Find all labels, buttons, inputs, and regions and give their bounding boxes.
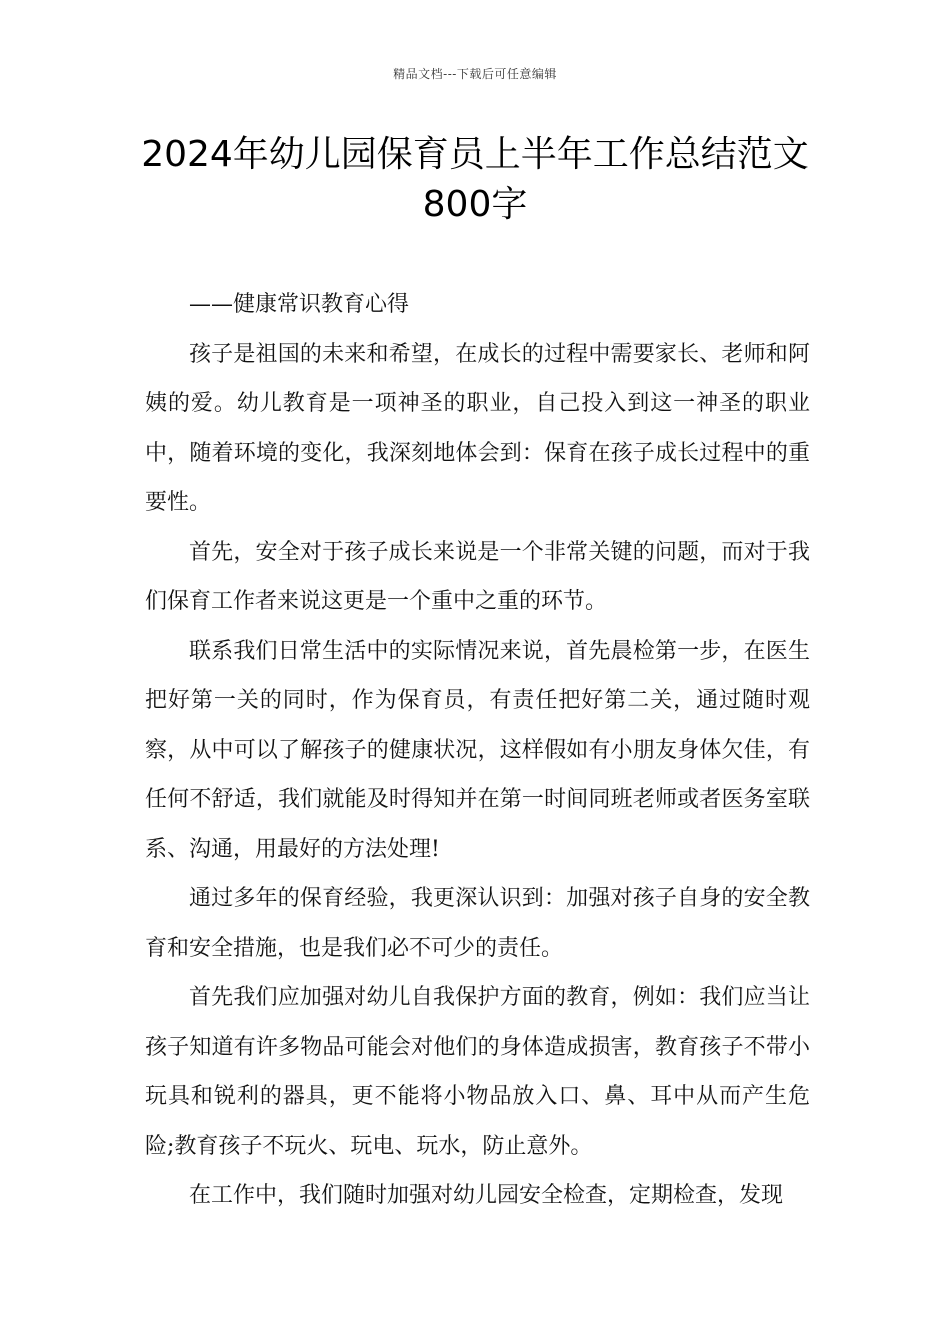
subtitle-paragraph: ——健康常识教育心得 [189,292,410,317]
body-paragraph: 在工作中，我们随时加强对幼儿园安全检查，定期检查，发现 [189,1183,784,1208]
body-paragraph: 孩子是祖国的未来和希望，在成长的过程中需要家长、老师和阿姨的爱。幼儿教育是一项神圣的职业，自己投入到这一神圣的职业中，随着环境的变化，我深刻地体会到：保育在孩子成长过程中的重要性。 [145,341,810,515]
body-paragraph: 联系我们日常生活中的实际情况来说，首先晨检第一步，在医生把好第一关的同时，作为保育员，有责任把好第二关，通过随时观察，从中可以了解孩子的健康状况，这样假如有小朋友身体欠佳，有任何不舒适，我们就能及时得知并在第一时间同班老师或者医务室联系、沟通，用最好的方法处理! [145,638,810,862]
body-paragraph: 首先我们应加强对幼儿自我保护方面的教育，例如：我们应当让孩子知道有许多物品可能会对他们的身体造成损害，教育孩子不带小玩具和锐利的器具，更不能将小物品放入口、鼻、耳中从而产生危险;教育孩子不玩火、玩电、玩水，防止意外。 [145,985,810,1159]
document-body [145,280,810,1221]
document-title: 2024年幼儿园保育员上半年工作总结范文800字 [141,134,809,225]
body-paragraph: 首先，安全对于孩子成长来说是一个非常关键的问题，而对于我们保育工作者来说这更是一个重中之重的环节。 [145,539,810,614]
body-paragraph: 通过多年的保育经验，我更深认识到：加强对孩子自身的安全教育和安全措施，也是我们必不可少的责任。 [145,886,810,961]
page-header: 精品文档---下载后可任意编辑 [393,67,557,81]
